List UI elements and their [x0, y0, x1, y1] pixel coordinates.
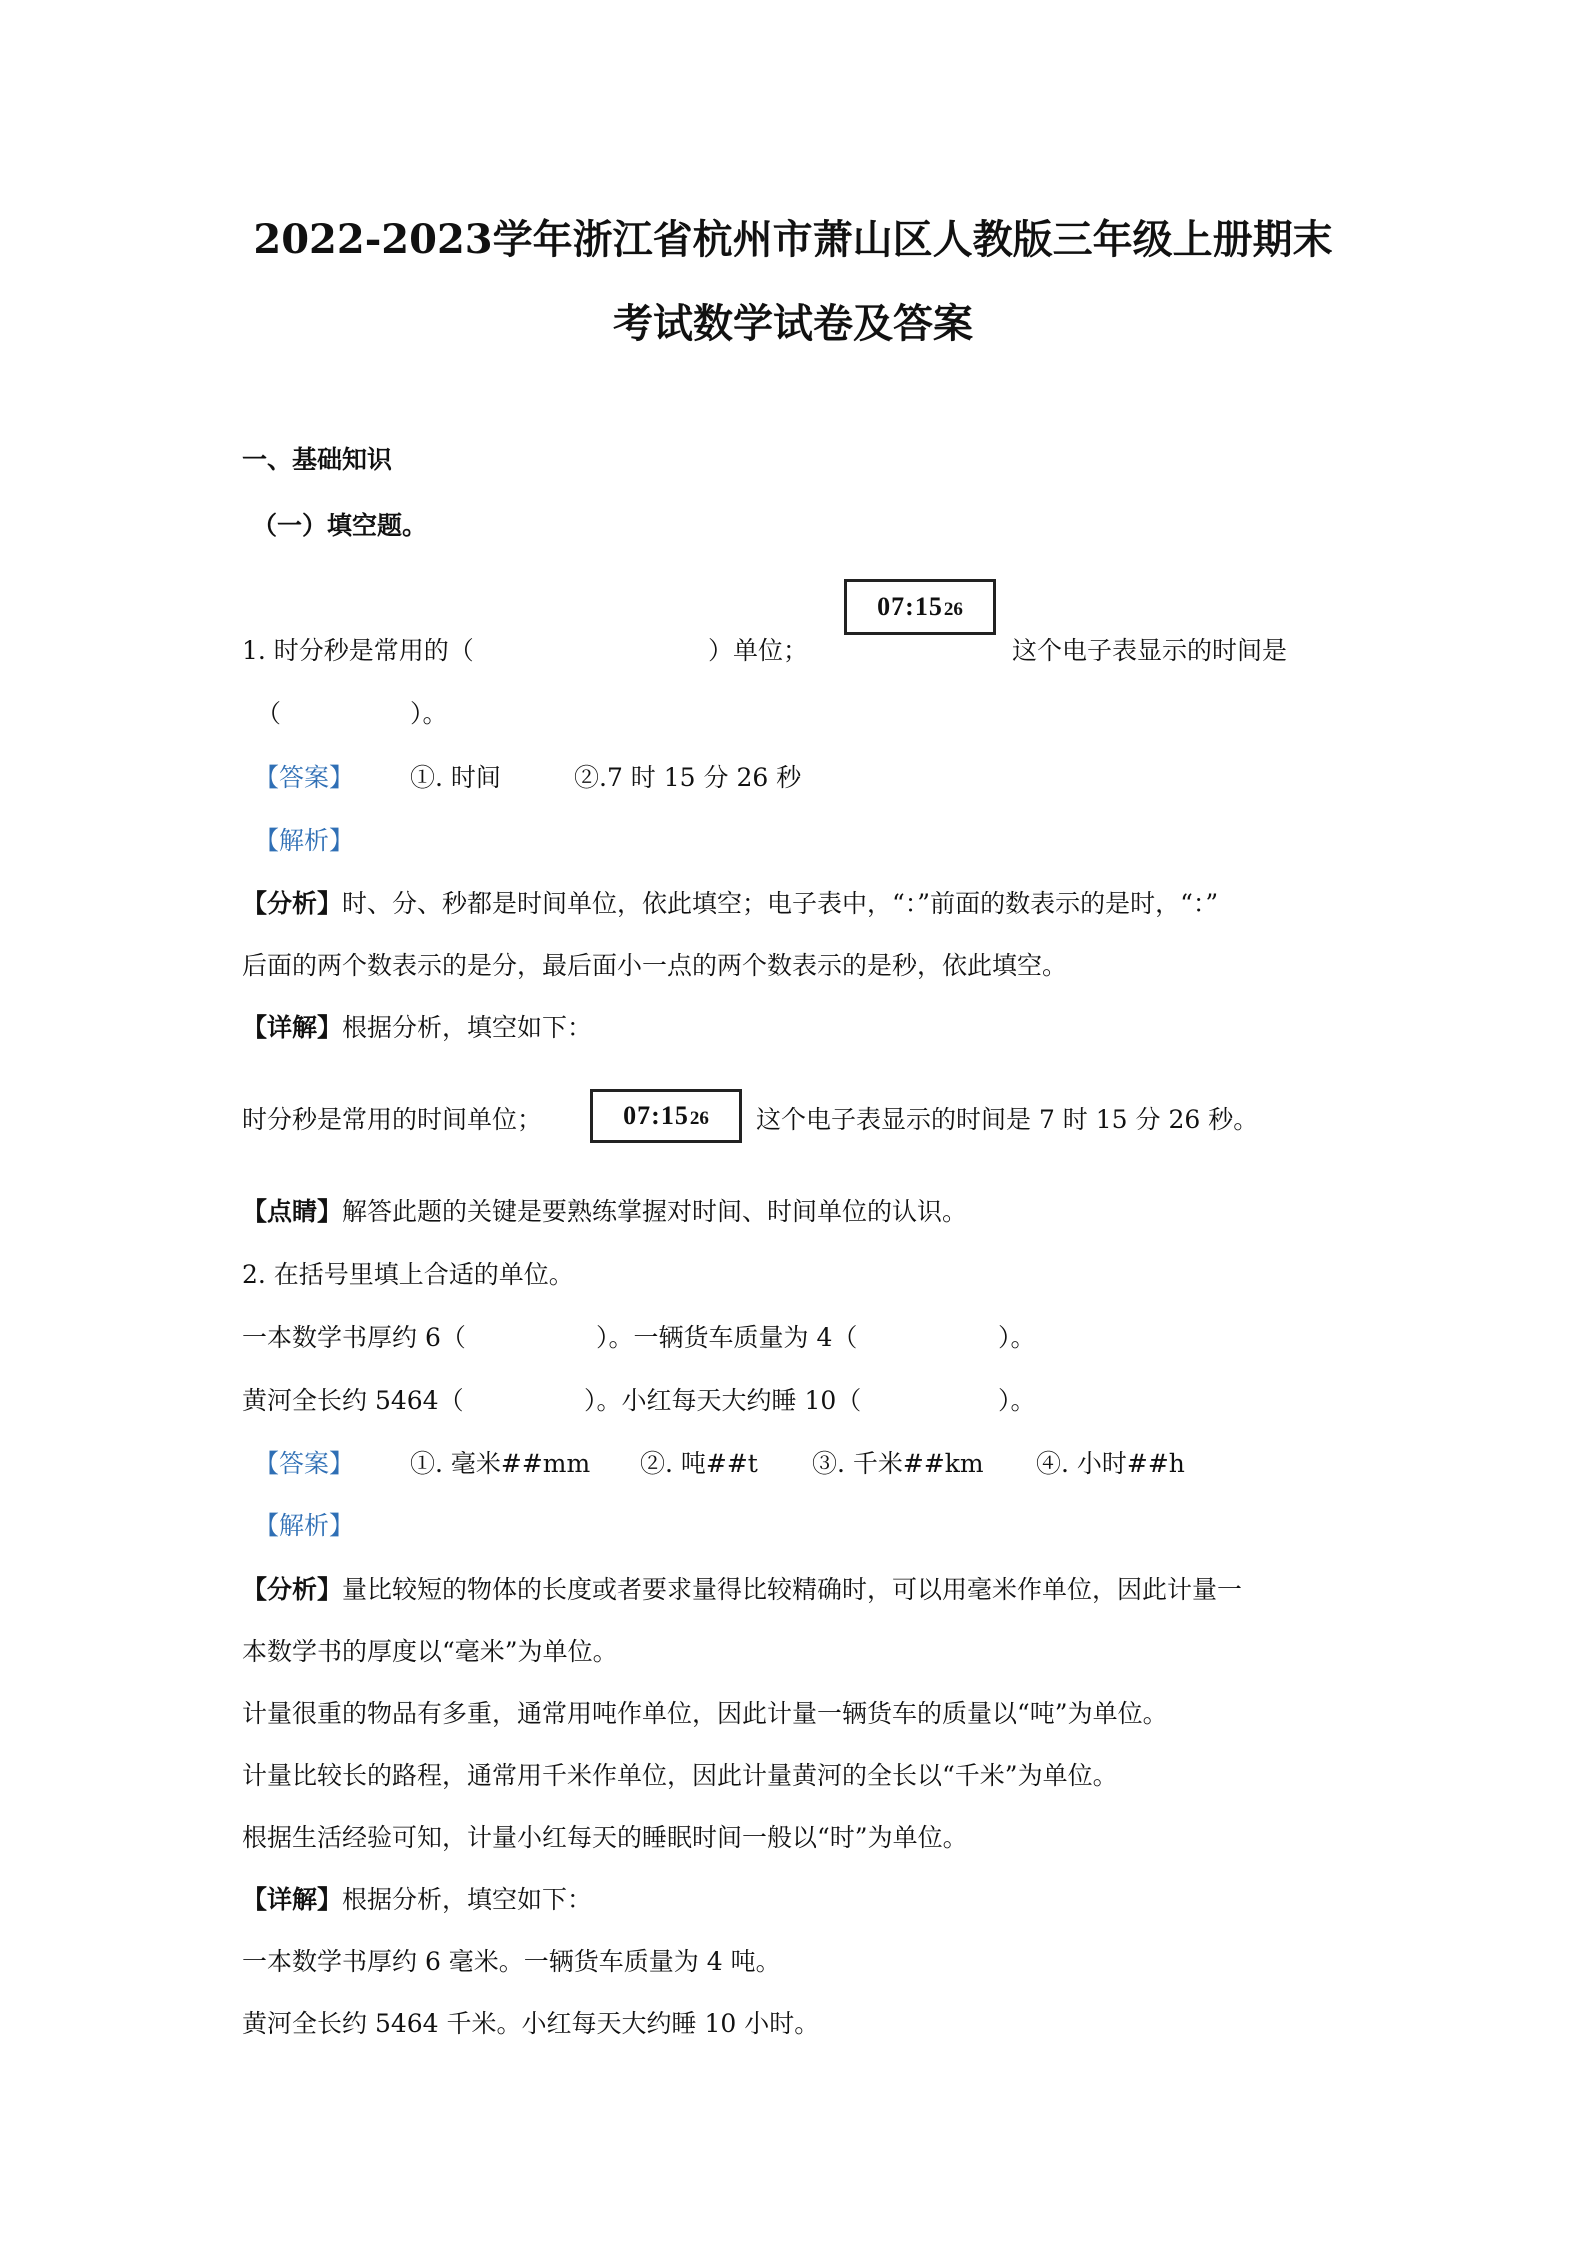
clock2-hours-minutes: 07:15 — [623, 1101, 689, 1130]
q2-analysis-label: 【分析】 — [242, 1575, 343, 1604]
q2-analysis-line3: 计量很重的物品有多重，通常用吨作单位，因此计量一辆货车的质量以“吨”为单位。 — [242, 1699, 1168, 1728]
clock2-seconds: 26 — [689, 1108, 709, 1129]
q2-analysis-line5: 根据生活经验可知，计量小红每天的睡眠时间一般以“时”为单位。 — [242, 1823, 968, 1852]
q1-note-label: 【点睛】 — [242, 1197, 343, 1226]
digital-clock-image-2 — [590, 1089, 742, 1143]
q1-answer-2: ②.7 时 15 分 26 秒 — [574, 763, 802, 792]
q2-analysis-line1 — [242, 1570, 1242, 1606]
q2-line2b: ）。小红每天大约睡 10（ — [584, 1386, 862, 1415]
q2-answer-2: ②. 吨##t — [640, 1449, 758, 1478]
q2-line1b: ）。一辆货车质量为 4（ — [596, 1323, 858, 1352]
q2-answer-tag: 【答案】 — [254, 1449, 355, 1478]
q2-answer-1: ①. 毫米##mm — [410, 1449, 591, 1478]
q2-analysis-text1: 量比较短的物体的长度或者要求量得比较精确时，可以用毫米作单位，因此计量一 — [342, 1575, 1243, 1604]
q1-text-part1: 1. 时分秒是常用的（ — [242, 636, 474, 665]
q1-analysis-label: 【分析】 — [242, 889, 343, 918]
q2-filled-line2: 黄河全长约 5464 千米。小红每天大约睡 10 小时。 — [242, 2009, 820, 2038]
section-heading: 一、基础知识 — [242, 445, 393, 474]
q2-prompt: 2. 在括号里填上合适的单位。 — [242, 1260, 574, 1289]
q1-detail-text: 根据分析，填空如下： — [342, 1013, 593, 1042]
subsection-heading: （一）填空题。 — [252, 511, 428, 540]
q2-analysis-line2: 本数学书的厚度以“毫米”为单位。 — [242, 1637, 618, 1666]
page-title-line2: 考试数学试卷及答案 — [613, 300, 973, 347]
q2-line1a: 一本数学书厚约 6（ — [242, 1323, 466, 1352]
q2-line2c: ）。 — [998, 1386, 1036, 1415]
q1-analysis-tag: 【解析】 — [254, 826, 355, 855]
digital-clock-image — [844, 579, 996, 635]
q2-detail-text: 根据分析，填空如下： — [342, 1885, 593, 1914]
q2-analysis-line4: 计量比较长的路程，通常用千米作单位，因此计量黄河的全长以“千米”为单位。 — [242, 1761, 1118, 1790]
q1-analysis-line2: 后面的两个数表示的是分，最后面小一点的两个数表示的是秒，依此填空。 — [242, 951, 1068, 980]
q2-line2a: 黄河全长约 5464（ — [242, 1386, 464, 1415]
q1-note-line — [242, 1192, 967, 1228]
q1-detail-line — [242, 1008, 592, 1044]
q2-line1c: ）。 — [998, 1323, 1036, 1352]
q2-filled-line1: 一本数学书厚约 6 毫米。一辆货车质量为 4 吨。 — [242, 1947, 781, 1976]
q1-answer-tag: 【答案】 — [254, 763, 355, 792]
q1-line2-open: （ — [256, 699, 282, 728]
q1-detail-label: 【详解】 — [242, 1013, 343, 1042]
q2-analysis-tag: 【解析】 — [254, 1511, 355, 1540]
q1-analysis-line1 — [242, 884, 1218, 920]
q1-analysis-text1: 时、分、秒都是时间单位，依此填空；电子表中，“：”前面的数表示的是时，“：” — [342, 889, 1219, 918]
q2-answer-3: ③. 千米##km — [812, 1449, 984, 1478]
q2-detail-line — [242, 1880, 592, 1916]
q1-filled-after: 这个电子表显示的时间是 7 时 15 分 26 秒。 — [756, 1105, 1259, 1134]
clock-hours-minutes: 07:15 — [877, 592, 943, 621]
q1-text-part2: ）单位； — [708, 636, 809, 665]
q1-answer-1: ①. 时间 — [410, 763, 501, 792]
q1-note-text: 解答此题的关键是要熟练掌握对时间、时间单位的认识。 — [342, 1197, 968, 1226]
q1-text-part3: 这个电子表显示的时间是 — [1012, 636, 1288, 665]
q1-line2-close: ）。 — [410, 699, 448, 728]
clock-seconds: 26 — [943, 599, 963, 620]
q1-filled-before: 时分秒是常用的时间单位； — [242, 1105, 543, 1134]
q2-detail-label: 【详解】 — [242, 1885, 343, 1914]
page-title-line1: 2022-2023学年浙江省杭州市萧山区人教版三年级上册期末 — [253, 216, 1333, 263]
q2-answer-4: ④. 小时##h — [1036, 1449, 1185, 1478]
